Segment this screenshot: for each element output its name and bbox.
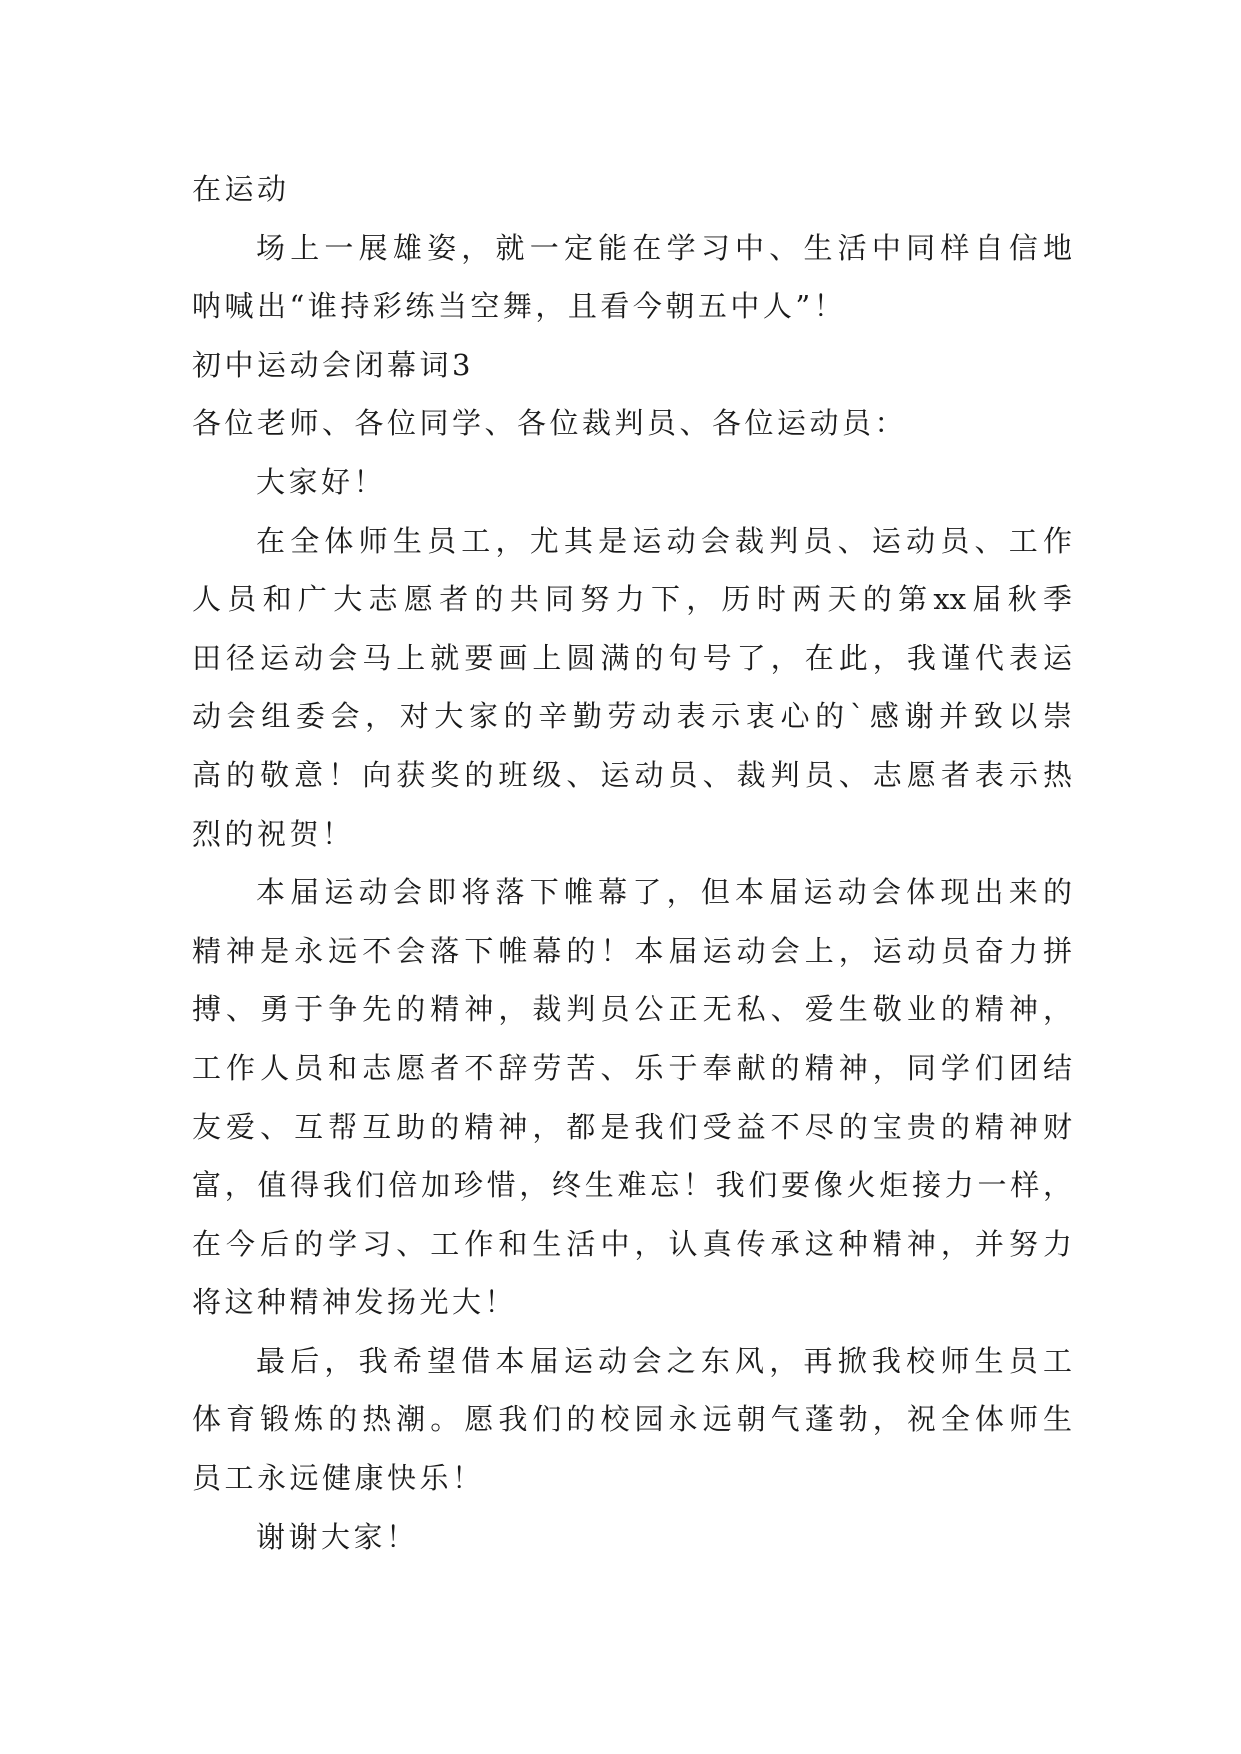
text-line: 将这种精神发扬光大！: [192, 1285, 518, 1320]
text-line: 田径运动会马上就要画上圆满的句号了，在此，我谨代表运: [192, 640, 1072, 675]
text-line: 员工永远健康快乐！: [192, 1461, 485, 1496]
text-line: 在运动: [192, 172, 290, 206]
closing-line: 谢谢大家！: [256, 1519, 419, 1554]
text-line: 在今后的学习、工作和生活中，认真传承这种精神，并努力: [192, 1226, 1072, 1261]
text-line: 工作人员和志愿者不辞劳苦、乐于奉献的精神，同学们团结: [192, 1050, 1072, 1085]
text-line: 动会组委会，对大家的辛勤劳动表示衷心的`感谢并致以崇: [192, 699, 1072, 734]
text-line: 呐喊出“谁持彩练当空舞，且看今朝五中人”！: [192, 289, 847, 324]
text-line: 富，值得我们倍加珍惜，终生难忘！我们要像火炬接力一样，: [192, 1168, 1072, 1203]
text-line: 搏、勇于争先的精神，裁判员公正无私、爱生敬业的精神，: [192, 992, 1072, 1027]
text-line: 友爱、互帮互助的精神，都是我们受益不尽的宝贵的精神财: [192, 1109, 1072, 1144]
text-line: 本届运动会即将落下帷幕了，但本届运动会体现出来的: [256, 875, 1072, 910]
text-line: 体育锻炼的热潮。愿我们的校园永远朝气蓬勃，祝全体师生: [192, 1402, 1072, 1437]
text-line: 高的敬意！向获奖的班级、运动员、裁判员、志愿者表示热: [192, 757, 1072, 792]
greeting: 大家好！: [256, 464, 387, 499]
document-body: [192, 160, 1072, 1566]
text-line: 烈的祝贺！: [192, 816, 355, 851]
text-line: 在全体师生员工，尤其是运动会裁判员、运动员、工作: [256, 523, 1072, 558]
salutation: 各位老师、各位同学、各位裁判员、各位运动员：: [192, 406, 908, 441]
section-heading: 初中运动会闭幕词3: [192, 347, 474, 382]
text-line: 精神是永远不会落下帷幕的！本届运动会上，运动员奋力拼: [192, 933, 1072, 968]
text-line: 人员和广大志愿者的共同努力下，历时两天的第xx届秋季: [192, 582, 1072, 617]
text-line: 最后，我希望借本届运动会之东风，再掀我校师生员工: [256, 1343, 1072, 1378]
text-line: 场上一展雄姿，就一定能在学习中、生活中同样自信地: [256, 230, 1072, 265]
